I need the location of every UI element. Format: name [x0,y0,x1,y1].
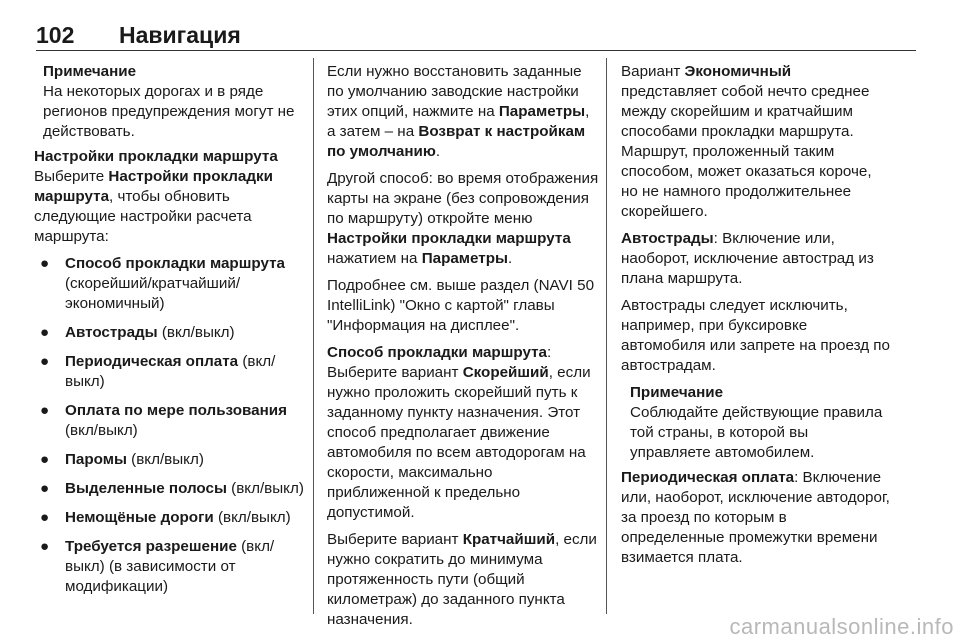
paragraph: Автострады следует исключить, например, при буксировке автомобиля или запрете на проезд по автострадам. [621,297,890,374]
page-header [36,22,916,51]
option-value: Скорейший [462,364,549,381]
bullet-icon: ● [40,255,50,272]
paragraph [327,530,599,630]
bullet-icon: ● [40,538,50,555]
text: : Выберите вариант [327,344,552,381]
text: . [435,143,441,160]
paragraph [621,468,891,568]
text: . [507,250,513,267]
option-name: Способ прокладки маршрута [65,255,285,272]
section-title: Навигация [119,22,241,48]
option-name: Выделенные полосы [65,480,227,497]
option-values: (вкл/выкл) [157,324,235,341]
paragraph [34,167,306,247]
note-block [34,62,306,142]
menu-reference: Настройки прокладки маршрута [327,230,571,247]
option-values: (вкл/выкл) (в зависимости от модификации) [65,538,275,595]
page-number: 102 [36,22,75,48]
option-name: Оплата по мере пользования [65,402,287,419]
bullet-icon: ● [40,451,50,468]
option-name: Немощёные дороги [65,509,214,526]
bullet-icon: ● [40,353,50,370]
paragraph [621,229,891,289]
list-item [34,479,306,499]
bullet-icon: ● [40,324,50,341]
option-name: Способ прокладки маршрута [327,344,547,361]
text: , если нужно проложить скорейший путь к заданному пункту назначения. Этот способ предполагает движение автомобиля по всем автодорогам на скорости, максимально приближенной к предельно допустимой. [327,364,591,521]
text: : Включение или, наоборот, исключение автострад из плана маршрута. [621,230,874,287]
option-value: Экономичный [684,63,792,80]
bullet-icon: ● [40,509,50,526]
menu-reference: Параметры [421,250,508,267]
option-name: Автострады [621,230,714,247]
text: , чтобы обновить следующие настройки расчета маршрута: [34,188,252,245]
option-name: Периодическая оплата [621,469,795,486]
menu-reference: Параметры [498,103,586,120]
bullet-icon: ● [40,480,50,497]
paragraph [327,169,599,269]
text: , а затем – на [327,103,590,140]
list-item [34,352,306,392]
list-item [34,450,306,470]
route-options-list [34,254,306,597]
list-item [34,401,306,441]
watermark: carmanualsonline.info [729,614,954,639]
option-value: Кратчайший [462,531,556,548]
column-divider [606,58,607,614]
option-values: (вкл/выкл) [226,480,304,497]
paragraph: Подробнее см. выше раздел (NAVI 50 IntelliLink) "Окно с картой" главы "Информация на дисплее". [327,277,595,334]
note-text: Соблюдайте действующие правила той страны, в которой вы управляете автомобилем. [630,404,883,461]
option-values: (вкл/выкл) [213,509,291,526]
option-values: (вкл/выкл) [65,422,138,439]
option-name: Требуется разрешение [65,538,237,555]
paragraph [327,62,599,162]
menu-reference: Возврат к настройкам по умолчанию [327,123,586,160]
paragraph [621,62,891,222]
list-item [34,323,306,343]
text: Выберите [34,168,109,185]
paragraph [327,343,599,523]
column-2 [327,62,599,637]
option-values: (вкл/выкл) [65,353,276,390]
option-name: Паромы [65,451,127,468]
menu-reference: Настройки прокладки маршрута [34,168,273,205]
list-item [34,508,306,528]
text: , если нужно сократить до минимума протяженность пути (общий километраж) до заданного пункта назначения. [327,531,597,628]
note-title: Примечание [630,384,724,401]
note-block [621,383,891,463]
column-divider [313,58,314,614]
text: Вариант [621,63,685,80]
note-text: На некоторых дорогах и в ряде регионов предупреждения могут не действовать. [43,83,295,140]
subsection-heading: Настройки прокладки маршрута [34,148,278,165]
list-item [34,254,306,314]
option-name: Автострады [65,324,158,341]
option-values: (вкл/выкл) [126,451,204,468]
option-values: (скорейший/кратчайший/экономичный) [65,275,241,312]
text: Выберите вариант [327,531,463,548]
column-3 [621,62,891,575]
text: Если нужно восстановить заданные по умолчанию заводские настройки этих опций, нажмите на [327,63,582,120]
note-title: Примечание [43,63,137,80]
column-1 [34,62,306,606]
text: представляет собой нечто среднее между скорейшим и кратчайшим способами прокладки маршрута. Маршрут, проложенный таким способом, может оказаться короче, но не намного продолжительнее скорейшего. [621,83,872,220]
bullet-icon: ● [40,402,50,419]
list-item [34,537,306,597]
text: Другой способ: во время отображения карты на экране (без сопровождения по маршруту) откройте меню [327,170,599,227]
option-name: Периодическая оплата [65,353,239,370]
text: : Включение или, наоборот, исключение автодорог, за проезд по которым в определенные промежутки времени взимается плата. [621,469,890,566]
text: нажатием на [327,250,422,267]
